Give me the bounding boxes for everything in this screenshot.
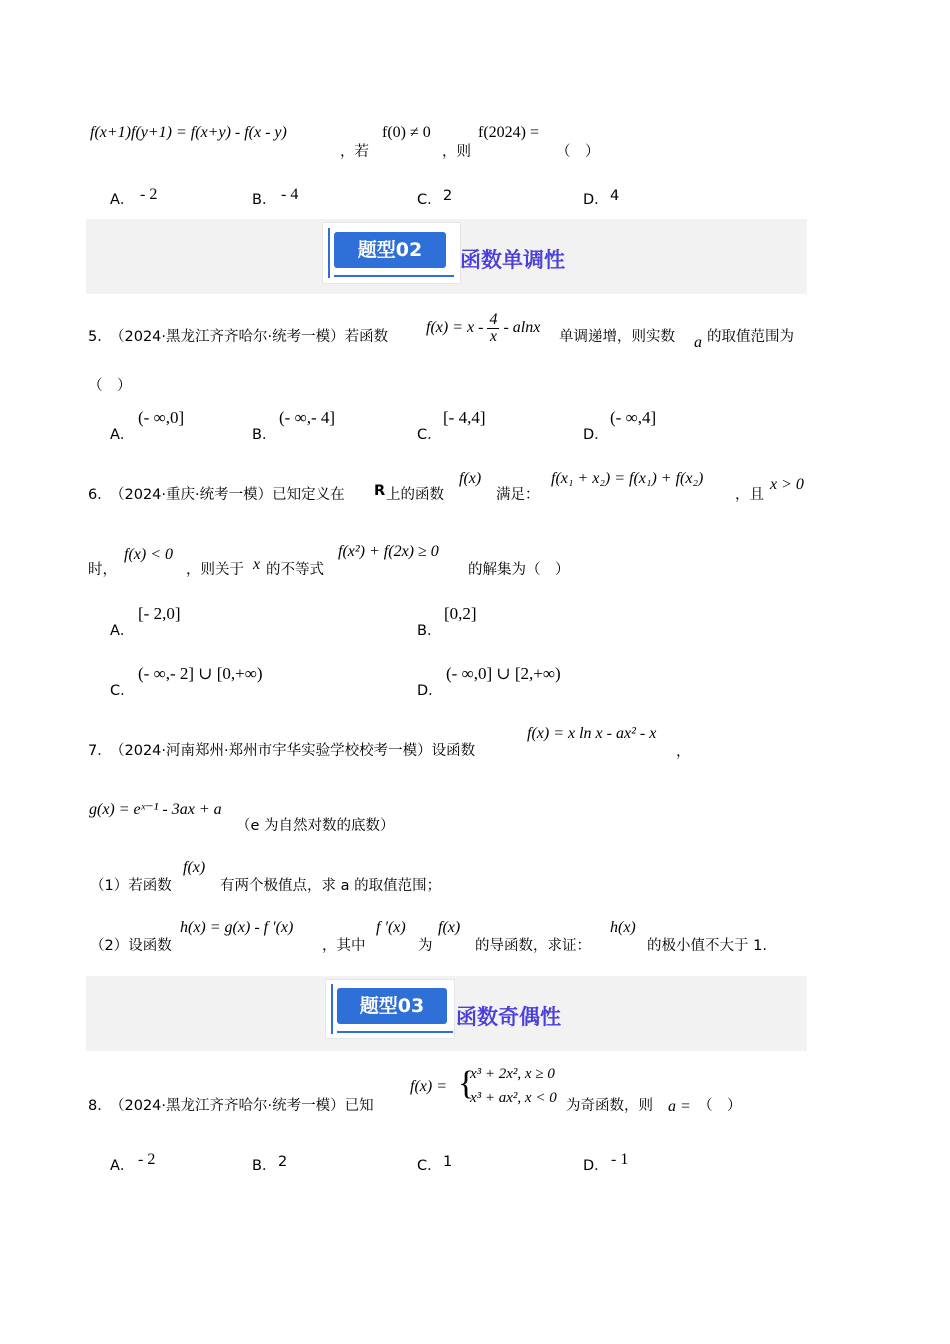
option-value: (- ∞,4] xyxy=(610,408,657,427)
option-label: B． xyxy=(417,623,442,639)
option-value: (- ∞,- 2] ∪ [0,+∞) xyxy=(138,664,263,683)
option-label: C． xyxy=(417,427,442,443)
option-value: 1 xyxy=(443,1154,453,1170)
answer-paren: （ ） xyxy=(556,144,600,160)
answer-paren: （ ） xyxy=(88,378,132,394)
formula-fx: f(x) = xyxy=(410,1078,447,1095)
question-text: ，且 xyxy=(735,487,764,503)
option-label: D． xyxy=(417,683,443,699)
formula-functional-equation: f(x+1)f(y+1) = f(x+y) - f(x - y) xyxy=(90,124,287,141)
piecewise-case: x³ + ax², x < 0 xyxy=(470,1090,557,1106)
option-value: (- ∞,0] xyxy=(138,408,185,427)
question-note: （e 为自然对数的底数） xyxy=(236,818,395,834)
sub-question: 的导函数，求证： xyxy=(475,938,591,954)
option-label: C． xyxy=(110,683,135,699)
formula-condition: f(0) ≠ 0 xyxy=(382,124,431,141)
variable: x xyxy=(253,556,261,573)
option-label: B． xyxy=(252,1158,277,1174)
formula-target: f(2024) = xyxy=(478,124,540,141)
sub-question: ，其中 xyxy=(322,938,366,954)
option-value: 2 xyxy=(278,1154,288,1170)
section-badge: 题型02 xyxy=(334,232,446,268)
question-source: （2024·河南郑州·郑州市宇华实验学校校考一模）设函数 xyxy=(110,743,476,759)
question-text: 时， xyxy=(88,562,117,578)
question-source: （2024·重庆·统考一模）已知定义在 xyxy=(110,487,345,503)
option-label: A． xyxy=(110,192,135,208)
section-title: 函数奇偶性 xyxy=(456,1005,561,1029)
question-text: 的解集为（ ） xyxy=(468,562,570,578)
sub-question: 为 xyxy=(418,938,433,954)
option-value: (- ∞,0] ∪ [2,+∞) xyxy=(446,664,561,683)
formula-function xyxy=(426,312,540,345)
text-connector: ，若 xyxy=(340,144,369,160)
answer-paren: （ ） xyxy=(698,1098,742,1114)
badge-accent xyxy=(331,984,333,1034)
question-text: 的不等式 xyxy=(266,562,324,578)
option-value: [- 4,4] xyxy=(443,408,486,427)
formula-fx: f(x) xyxy=(459,470,482,487)
option-value: [0,2] xyxy=(444,604,477,623)
option-label: C． xyxy=(417,1158,442,1174)
piecewise-case: x³ + 2x², x ≥ 0 xyxy=(470,1066,555,1082)
formula-additive: f(x₁ + x₂) = f(x₁) + f(x₂) xyxy=(551,470,704,487)
question-number: 8． xyxy=(88,1098,112,1114)
formula-tail: - alnx xyxy=(503,319,541,337)
option-label: A． xyxy=(110,1158,135,1174)
option-label: D． xyxy=(583,192,609,208)
formula-g-definition: g(x) = eˣ⁻¹ - 3ax + a xyxy=(89,801,222,818)
fraction-numerator: 4 xyxy=(489,311,498,328)
option-value: 2 xyxy=(443,188,453,204)
option-label: A． xyxy=(110,427,135,443)
option-label: A． xyxy=(110,623,135,639)
question-number: 5． xyxy=(88,329,112,345)
option-value: - 4 xyxy=(281,186,299,203)
sub-question: 有两个极值点，求 a 的取值范围； xyxy=(220,878,442,894)
formula-fx: f(x) xyxy=(183,859,206,876)
text-connector: ， xyxy=(676,744,691,760)
option-value: [- 2,0] xyxy=(138,604,181,623)
formula-fx: f(x) xyxy=(438,919,461,936)
option-value: - 1 xyxy=(611,1151,629,1168)
option-label: B． xyxy=(252,192,277,208)
question-text: 满足： xyxy=(496,487,540,503)
formula-f-definition: f(x) = x ln x - ax² - x xyxy=(527,725,657,742)
option-value: (- ∞,- 4] xyxy=(279,408,336,427)
badge-accent xyxy=(328,228,330,278)
option-value: - 2 xyxy=(140,186,158,203)
formula-condition: f(x) < 0 xyxy=(124,546,173,563)
formula-h-definition: h(x) = g(x) - f ′(x) xyxy=(180,919,294,936)
section-title: 函数单调性 xyxy=(460,248,565,272)
option-value: 4 xyxy=(610,188,620,204)
question-number: 6． xyxy=(88,487,112,503)
option-value: - 2 xyxy=(138,1151,156,1168)
formula-hx: h(x) xyxy=(610,919,636,936)
text-connector: ，则 xyxy=(442,144,471,160)
variable: a xyxy=(694,334,702,351)
question-source: （2024·黑龙江齐齐哈尔·统考一模）已知 xyxy=(110,1098,374,1114)
brace-icon: { xyxy=(458,1065,475,1102)
set-symbol: R xyxy=(374,483,386,499)
section-badge: 题型03 xyxy=(337,988,447,1024)
question-text: 单调递增，则实数 xyxy=(559,329,675,345)
option-label: D． xyxy=(583,1158,609,1174)
question-text: 上的函数 xyxy=(386,487,444,503)
fraction-denominator: x xyxy=(489,328,497,345)
badge-underline xyxy=(337,1031,453,1033)
sub-question: （1）若函数 xyxy=(90,878,172,894)
question-text: ，则关于 xyxy=(186,562,244,578)
question-text: 的取值范围为 xyxy=(707,329,794,345)
fraction xyxy=(487,312,499,345)
badge-underline xyxy=(334,275,454,277)
sub-question: （2）设函数 xyxy=(90,938,172,954)
option-label: D． xyxy=(583,427,609,443)
question-number: 7． xyxy=(88,743,112,759)
formula-condition: x > 0 xyxy=(770,476,804,493)
question-text: 为奇函数，则 xyxy=(566,1098,653,1114)
formula-inequality: f(x²) + f(2x) ≥ 0 xyxy=(338,543,439,560)
formula-derivative: f ′(x) xyxy=(376,919,406,936)
variable: a = xyxy=(668,1098,691,1115)
sub-question: 的极小值不大于 1. xyxy=(647,938,767,954)
option-label: B． xyxy=(252,427,277,443)
option-label: C． xyxy=(417,192,442,208)
formula-head: f(x) = x - xyxy=(426,319,484,337)
question-source: （2024·黑龙江齐齐哈尔·统考一模）若函数 xyxy=(110,329,389,345)
